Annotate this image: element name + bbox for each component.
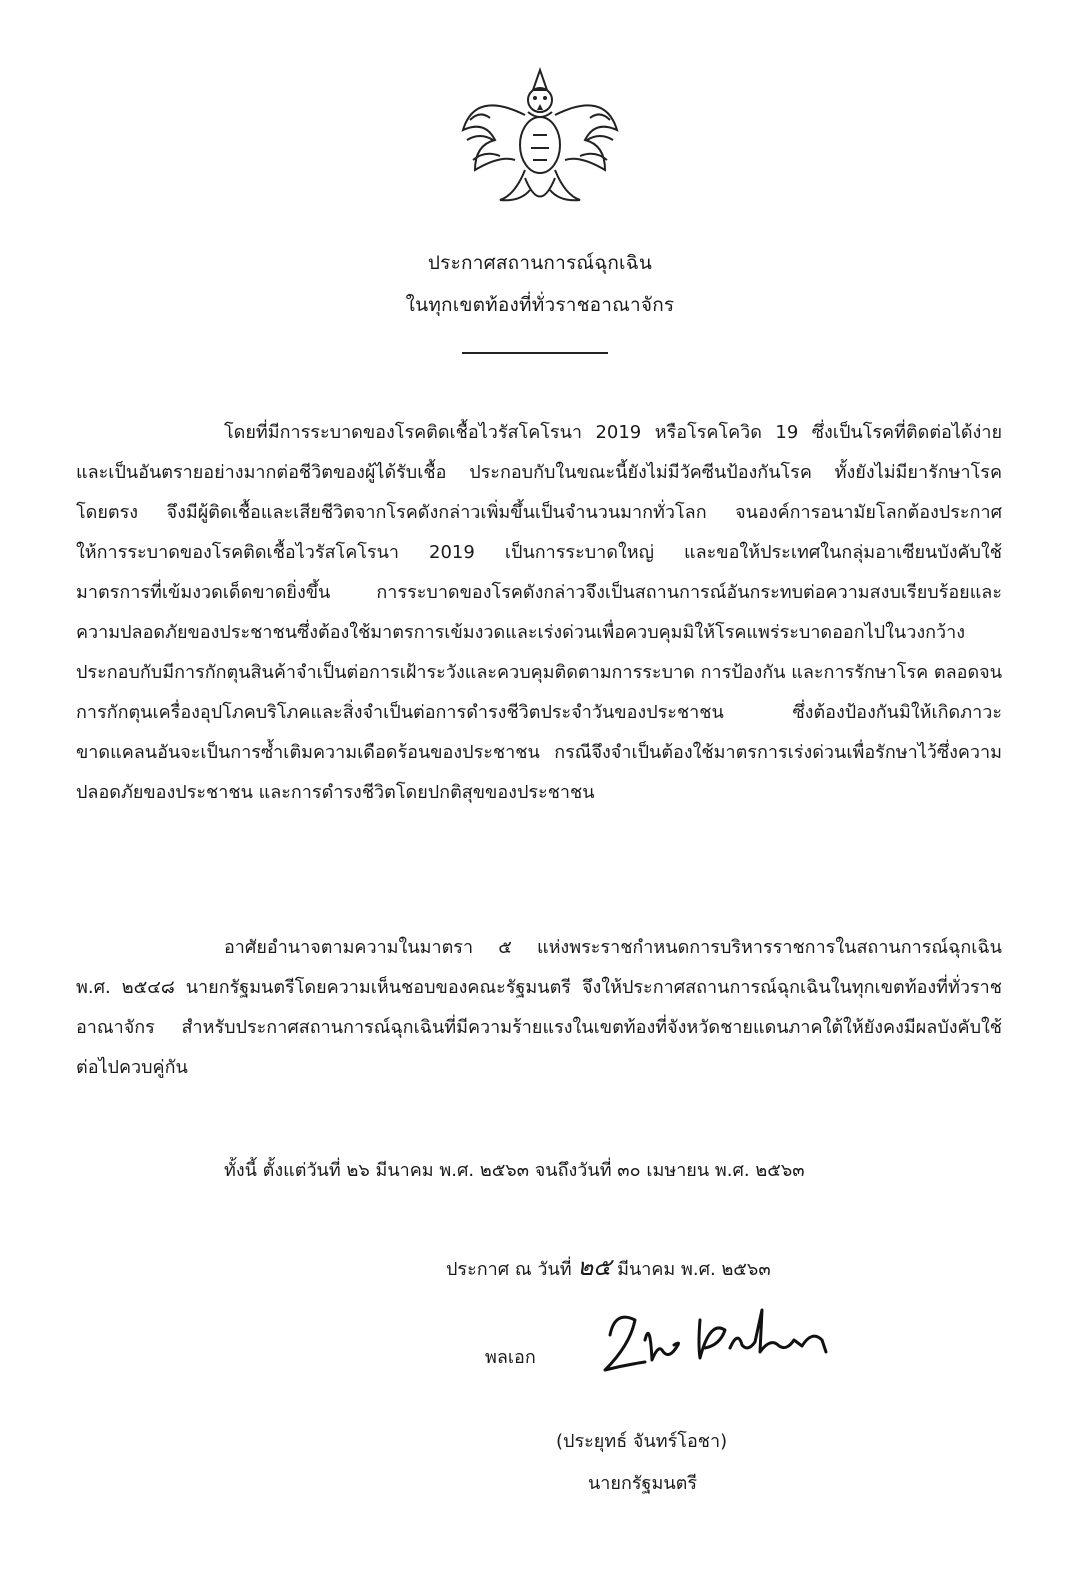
title-divider: [462, 352, 608, 354]
announcement-date: [446, 1247, 771, 1286]
garuda-emblem-icon: [455, 60, 625, 220]
signatory-name: (ประยุทธ์ จันทร์โอชา): [556, 1431, 728, 1452]
effective-period: ทั้งนี้ ตั้งแต่วันที่ ๒๖ มีนาคม พ.ศ. ๒๕๖๓ จนถึงวันที่ ๓๐ เมษายน พ.ศ. ๒๕๖๓: [224, 1160, 805, 1181]
paragraph-declaration: อาศัยอำนาจตามความในมาตรา ๕ แห่งพระราชกำหนดการบริหารราชการในสถานการณ์ฉุกเฉิน พ.ศ. ๒๕๔๘ นายกรัฐมนตรีโดยความเห็นชอบของคณะรัฐมนตรี จึงให้ประกาศสถานการณ์ฉุกเฉินในทุกเขตท้องที่ทั่วราชอาณาจักร สำหรับประกาศสถานการณ์ฉุกเฉินที่มีความร้ายแรงในเขตท้องที่จังหวัดชายแดนภาคใต้ให้ยังคงมีผลบังคับใช้ต่อไปควบคู่กัน: [76, 937, 1002, 1078]
document-title: ประกาศสถานการณ์ฉุกเฉิน: [427, 252, 653, 274]
announce-month-year: มีนาคม พ.ศ. ๒๕๖๓: [617, 1259, 771, 1280]
signatory-position: นายกรัฐมนตรี: [588, 1473, 697, 1494]
signature-icon: [590, 1290, 840, 1390]
handwritten-day: ๒๕: [577, 1253, 612, 1281]
paragraph-preamble: โดยที่มีการระบาดของโรคติดเชื้อไวรัสโคโรนา 2019 หรือโรคโควิด 19 ซึ่งเป็นโรคที่ติดต่อได้ง่ายและเป็นอันตรายอย่างมากต่อชีวิตของผู้ได้รับเชื้อ ประกอบกับในขณะนี้ยังไม่มีวัคซีนป้องกันโรค ทั้งยังไม่มียารักษาโรคโดยตรง จึงมีผู้ติดเชื้อและเสียชีวิตจากโรคดังกล่าวเพิ่มขึ้นเป็นจำนวนมากทั่วโลก จนองค์การอนามัยโลกต้องประกาศให้การระบาดของโรคติดเชื้อไวรัสโคโรนา 2019 เป็นการระบาดใหญ่ และขอให้ประเทศในกลุ่มอาเซียนบังคับใช้มาตรการที่เข้มงวดเด็ดขาดยิ่งขึ้น การระบาดของโรคดังกล่าวจึงเป็นสถานการณ์อันกระทบต่อความสงบเรียบร้อยและความปลอดภัยของประชาชนซึ่งต้องใช้มาตรการเข้มงวดและเร่งด่วนเพื่อควบคุมมิให้โรคแพร่ระบาดออกไปในวงกว้าง ประกอบกับมีการกักตุนสินค้าจำเป็นต่อการเฝ้าระวังและควบคุมติดตามการระบาด การป้องกัน และการรักษาโรค ตลอดจนการกักตุนเครื่องอุปโภคบริโภคและสิ่งจำเป็นต่อการดำรงชีวิตประจำวันของประชาชน ซึ่งต้องป้องกันมิให้เกิดภาวะขาดแคลนอันจะเป็นการซ้ำเติมความเดือดร้อนของประชาชน กรณีจึงจำเป็นต้องใช้มาตรการเร่งด่วนเพื่อรักษาไว้ซึ่งความปลอดภัยของประชาชน และการดำรงชีวิตโดยปกติสุขของประชาชน: [76, 422, 1002, 803]
announce-prefix: ประกาศ ณ วันที่: [446, 1259, 572, 1280]
document-subtitle: ในทุกเขตท้องที่ทั่วราชอาณาจักร: [405, 294, 675, 316]
signatory-rank: พลเอก: [485, 1347, 536, 1368]
